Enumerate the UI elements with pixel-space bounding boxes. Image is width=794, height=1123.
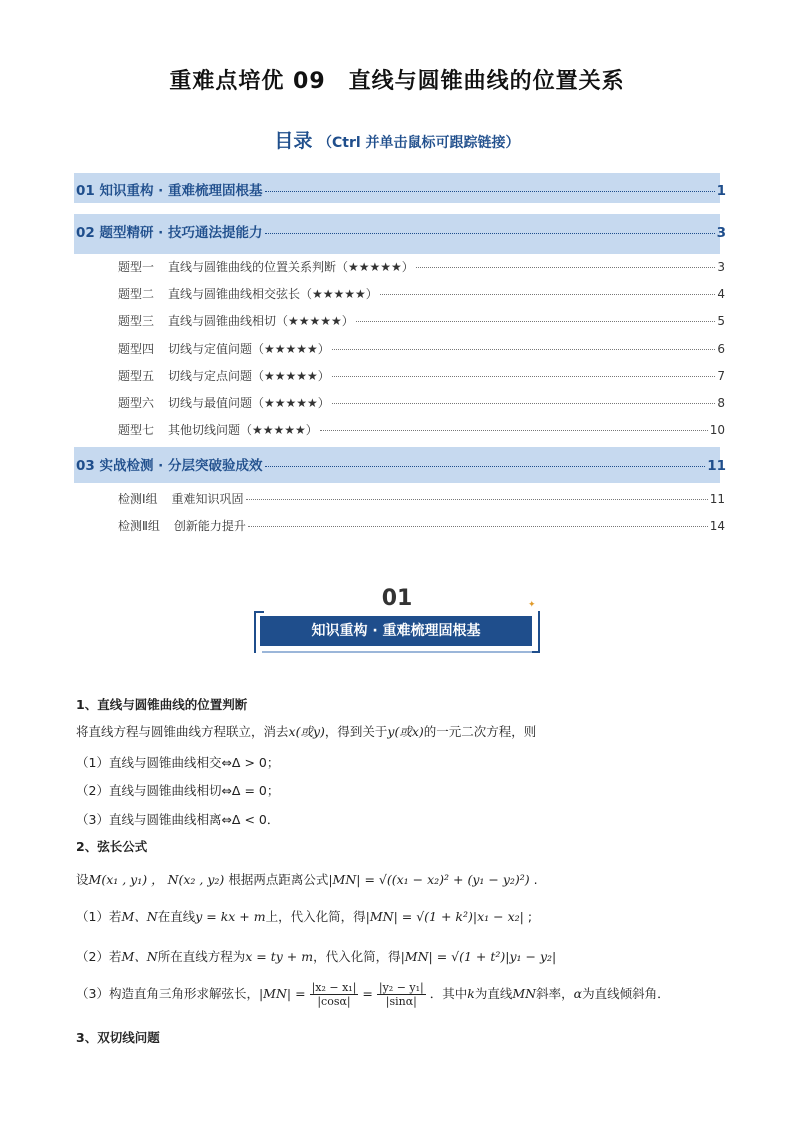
toc-leader	[332, 376, 716, 377]
list-item: （2）直线与圆锥曲线相切⇔Δ = 0；	[76, 783, 280, 798]
toc-type-name: 其他切线问题（★★★★★）	[168, 423, 318, 437]
paragraph: （1）若M、N在直线y = kx + m上，代入化简，得|MN| = √(1 + k²)|x₁ − x₂| ;	[76, 909, 533, 924]
chord-formula-y: |MN| = √(1 + t²)|y₁ − y₂|	[400, 949, 557, 964]
toc-type-link[interactable]	[118, 340, 725, 357]
toc-page-number: 6	[717, 342, 725, 356]
toc-leader	[246, 499, 708, 500]
toc-type-name: 直线与圆锥曲线的位置关系判断（★★★★★）	[168, 260, 414, 274]
toc-page-number: 3	[717, 260, 725, 274]
toc-page-number: 5	[717, 314, 725, 328]
toc-check-link[interactable]	[118, 517, 725, 534]
paragraph: （3）构造直角三角形求解弦长，|MN| = $\frac{\text{|x₂ − x₁|}}{|\cos\alpha|}$ = $\frac{\text{|y₂ − y₁|}}{|\sin\alpha|}$ ．其中k为直线MN斜率，α为直线倾斜角．	[76, 981, 670, 1008]
toc-leader	[265, 191, 715, 192]
toc-type-link[interactable]	[118, 367, 725, 384]
toc-check-name: 创新能力提升	[173, 519, 246, 533]
toc-type-tag: 题型四	[118, 342, 155, 356]
toc-type-tag: 题型六	[118, 396, 155, 410]
section-heading: 1、直线与圆锥曲线的位置判断	[76, 697, 248, 712]
section-banner-label: 知识重构 · 重难梳理固根基	[260, 616, 532, 646]
toc-page-number: 7	[717, 369, 725, 383]
fraction: $\frac{\text{|x₂ − x₁|}}{|\cos\alpha|}$	[311, 981, 357, 1008]
toc-section-label: 02 题型精研 · 技巧通法提能力	[76, 225, 263, 241]
toc-section-label: 03 实战检测 · 分层突破验成效	[76, 458, 263, 474]
toc-type-tag: 题型七	[118, 423, 155, 437]
toc-check-name: 重难知识巩固	[171, 492, 244, 506]
document-title: 重难点培优 09 直线与圆锥曲线的位置关系	[169, 69, 625, 94]
fraction: $\frac{\text{|y₂ − y₁|}}{|\sin\alpha|}$	[378, 981, 424, 1008]
toc-type-tag: 题型五	[118, 369, 155, 383]
toc-section-link[interactable]	[76, 454, 726, 474]
toc-page-number: 14	[709, 519, 725, 533]
toc-page-number: 4	[717, 287, 725, 301]
toc-section-link[interactable]	[76, 179, 726, 199]
toc-leader	[380, 294, 716, 295]
toc-page-number: 1	[716, 183, 726, 199]
section-heading: 3、双切线问题	[76, 1030, 160, 1045]
toc-leader	[416, 267, 716, 268]
toc-type-name: 切线与定点问题（★★★★★）	[168, 369, 330, 383]
toc-type-name: 切线与定值问题（★★★★★）	[168, 342, 330, 356]
distance-formula: |MN| = √((x₁ − x₂)² + (y₁ − y₂)²)	[328, 872, 530, 887]
paragraph: （2）若M、N所在直线方程为x = ty + m，代入化简，得|MN| = √(1 + t²)|y₁ − y₂|	[76, 949, 557, 964]
toc-page-number: 11	[709, 492, 725, 506]
section-heading: 2、弦长公式	[76, 839, 148, 854]
paragraph: 设M(x₁ , y₁) ， N(x₂ , y₂) 根据两点距离公式|MN| = √((x₁ − x₂)² + (y₁ − y₂)²) .	[76, 872, 538, 887]
toc-leader	[332, 403, 716, 404]
toc-type-name: 切线与最值问题（★★★★★）	[168, 396, 330, 410]
list-item: （3）直线与圆锥曲线相离⇔Δ < 0．	[76, 812, 280, 827]
toc-heading-hint: （Ctrl 并单击鼠标可跟踪链接）	[318, 135, 520, 151]
toc-heading-main: 目录	[274, 130, 313, 152]
toc-leader	[356, 321, 716, 322]
toc-leader	[248, 526, 708, 527]
toc-page-number: 10	[709, 423, 725, 437]
section-banner-number: 01	[381, 586, 413, 611]
toc-type-link[interactable]	[118, 421, 725, 438]
toc-check-link[interactable]	[118, 490, 725, 507]
toc-page-number: 11	[707, 458, 726, 474]
toc-section-label: 01 知识重构 · 重难梳理固根基	[76, 183, 263, 199]
banner-underline	[262, 651, 532, 653]
toc-type-link[interactable]	[118, 394, 725, 411]
toc-leader	[265, 233, 715, 234]
toc-type-link[interactable]	[118, 312, 725, 329]
toc-type-name: 直线与圆锥曲线相交弦长（★★★★★）	[168, 287, 378, 301]
toc-type-name: 直线与圆锥曲线相切（★★★★★）	[168, 314, 354, 328]
toc-page-number: 8	[717, 396, 725, 410]
sparkle-icon: ✦	[528, 600, 536, 610]
toc-section-link[interactable]	[76, 221, 726, 241]
paragraph: 将直线方程与圆锥曲线方程联立，消去x(或y)，得到关于y(或x)的一元二次方程，则	[76, 724, 537, 739]
toc-type-tag: 题型三	[118, 314, 155, 328]
toc-type-tag: 题型二	[118, 287, 155, 301]
toc-type-link[interactable]	[118, 258, 725, 275]
toc-check-tag: 检测Ⅱ组	[118, 519, 160, 533]
toc-type-tag: 题型一	[118, 260, 155, 274]
toc-page-number: 3	[716, 225, 726, 241]
toc-type-link[interactable]	[118, 285, 725, 302]
toc-leader	[332, 349, 716, 350]
toc-leader	[265, 466, 706, 467]
toc-check-tag: 检测Ⅰ组	[118, 492, 158, 506]
toc-leader	[320, 430, 708, 431]
chord-formula-x: |MN| = √(1 + k²)|x₁ − x₂|	[365, 909, 524, 924]
toc-heading	[0, 126, 794, 153]
list-item: （1）直线与圆锥曲线相交⇔Δ > 0；	[76, 755, 280, 770]
